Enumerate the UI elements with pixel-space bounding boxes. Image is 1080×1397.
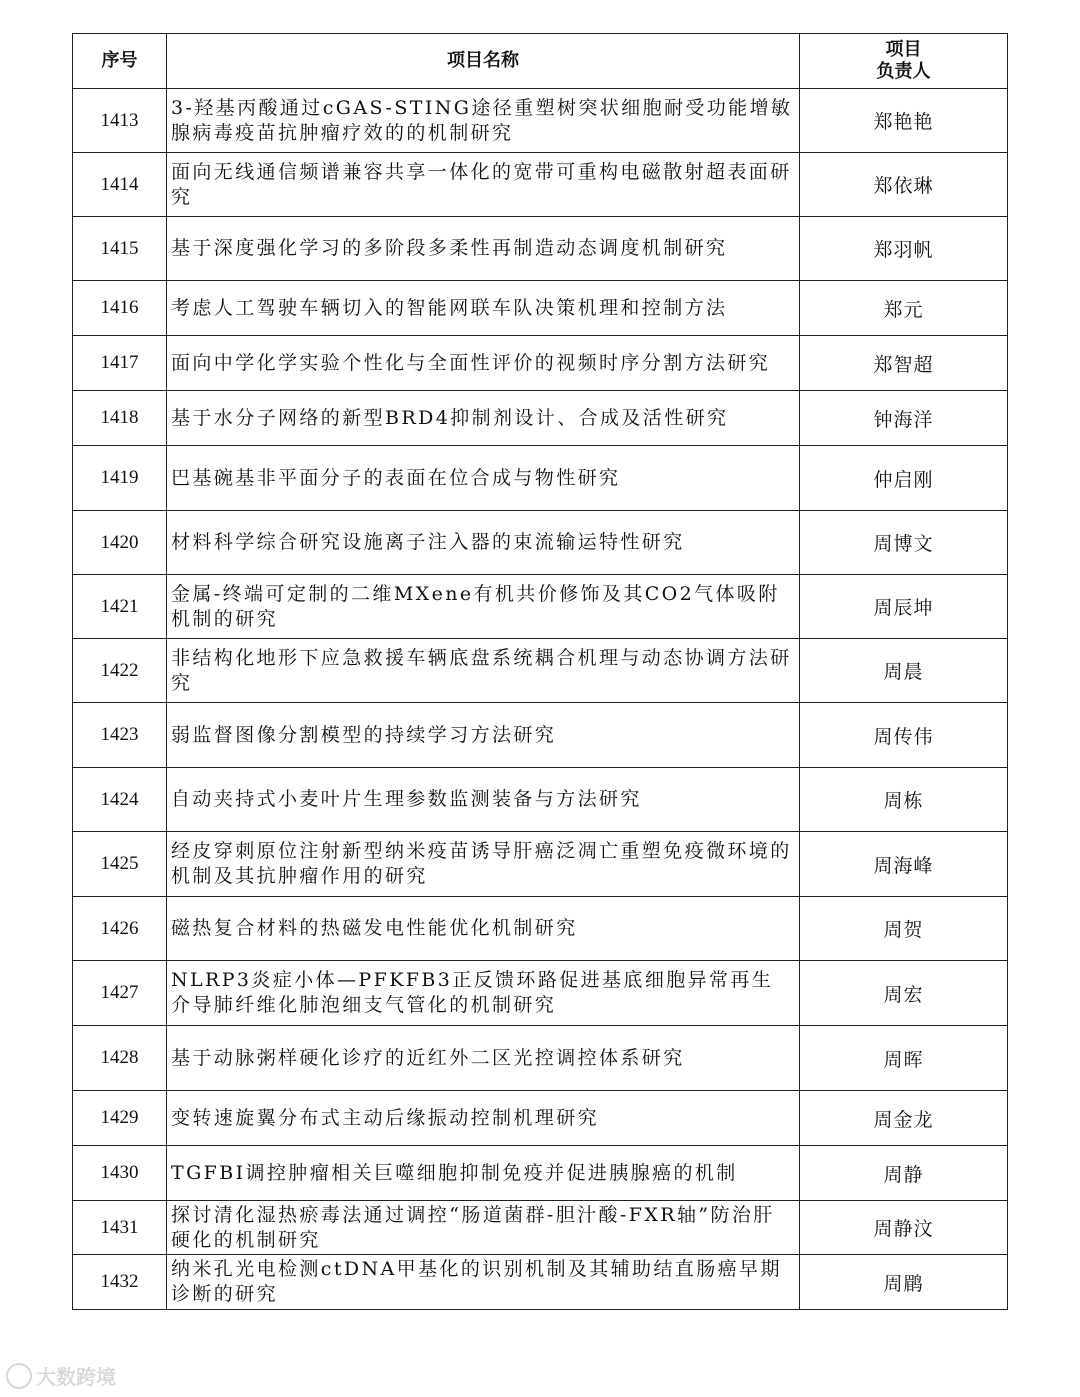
project-lead-cell: 周传伟: [800, 703, 1008, 768]
table-row: [73, 217, 1008, 281]
serial-number-cell: 1431: [73, 1201, 167, 1255]
project-name-cell: 探讨清化湿热瘀毒法通过调控“肠道菌群-胆汁酸-FXR轴”防治肝硬化的机制研究: [167, 1201, 800, 1255]
table-row: [73, 639, 1008, 703]
project-lead-cell: 郑元: [800, 281, 1008, 336]
serial-number-cell: 1420: [73, 511, 167, 575]
serial-number-cell: 1419: [73, 446, 167, 511]
header-project-lead: [800, 34, 1008, 89]
table-row: [73, 281, 1008, 336]
project-lead-cell: 周静: [800, 1146, 1008, 1201]
project-name-cell: 考虑人工驾驶车辆切入的智能网联车队决策机理和控制方法: [167, 281, 800, 336]
table-row: [73, 391, 1008, 446]
project-name-cell: 非结构化地形下应急救援车辆底盘系统耦合机理与动态协调方法研究: [167, 639, 800, 703]
serial-number-cell: 1428: [73, 1026, 167, 1091]
project-name-cell: 面向无线通信频谱兼容共享一体化的宽带可重构电磁散射超表面研究: [167, 153, 800, 217]
project-name-cell: NLRP3炎症小体—PFKFB3正反馈环路促进基底细胞异常再生介导肺纤维化肺泡细支气管化的机制研究: [167, 961, 800, 1026]
table-row: [73, 153, 1008, 217]
table-row: [73, 703, 1008, 768]
projects-table: [72, 33, 1008, 1310]
serial-number-cell: 1425: [73, 832, 167, 897]
project-lead-cell: 周金龙: [800, 1091, 1008, 1146]
table-row: [73, 768, 1008, 832]
watermark-logo-icon: [6, 1363, 32, 1389]
serial-number-cell: 1413: [73, 89, 167, 153]
serial-number-cell: 1414: [73, 153, 167, 217]
header-serial-number: 序号: [73, 34, 167, 89]
project-lead-cell: 周静汶: [800, 1201, 1008, 1255]
project-lead-cell: 郑羽帆: [800, 217, 1008, 281]
serial-number-cell: 1432: [73, 1255, 167, 1310]
project-name-cell: 经皮穿刺原位注射新型纳米疫苗诱导肝癌泛凋亡重塑免疫微环境的机制及其抗肿瘤作用的研究: [167, 832, 800, 897]
project-name-cell: 自动夹持式小麦叶片生理参数监测装备与方法研究: [167, 768, 800, 832]
serial-number-cell: 1416: [73, 281, 167, 336]
project-name-cell: 材料科学综合研究设施离子注入器的束流输运特性研究: [167, 511, 800, 575]
table-row: [73, 336, 1008, 391]
project-lead-cell: 周晨: [800, 639, 1008, 703]
table-row: [73, 89, 1008, 153]
project-name-cell: 纳米孔光电检测ctDNA甲基化的识别机制及其辅助结直肠癌早期诊断的研究: [167, 1255, 800, 1310]
project-name-cell: 基于深度强化学习的多阶段多柔性再制造动态调度机制研究: [167, 217, 800, 281]
project-lead-cell: 周海峰: [800, 832, 1008, 897]
project-name-cell: 磁热复合材料的热磁发电性能优化机制研究: [167, 897, 800, 961]
project-lead-cell: 周贺: [800, 897, 1008, 961]
project-lead-cell: 郑依琳: [800, 153, 1008, 217]
table-row: [73, 961, 1008, 1026]
project-lead-cell: 周宏: [800, 961, 1008, 1026]
table-row: [73, 897, 1008, 961]
serial-number-cell: 1427: [73, 961, 167, 1026]
serial-number-cell: 1424: [73, 768, 167, 832]
serial-number-cell: 1423: [73, 703, 167, 768]
header-project-name: 项目名称: [167, 34, 800, 89]
watermark-text: 大数跨境: [36, 1365, 116, 1389]
serial-number-cell: 1421: [73, 575, 167, 639]
header-project-lead-line2: 负责人: [876, 61, 931, 82]
table-row: [73, 511, 1008, 575]
project-lead-cell: 周鹛: [800, 1255, 1008, 1310]
project-name-cell: 基于水分子网络的新型BRD4抑制剂设计、合成及活性研究: [167, 391, 800, 446]
table-row: [73, 832, 1008, 897]
table-row: [73, 1201, 1008, 1255]
project-lead-cell: 周辰坤: [800, 575, 1008, 639]
project-lead-cell: 周晖: [800, 1026, 1008, 1091]
project-name-cell: 变转速旋翼分布式主动后缘振动控制机理研究: [167, 1091, 800, 1146]
table-row: [73, 1091, 1008, 1146]
project-lead-cell: 郑智超: [800, 336, 1008, 391]
project-name-cell: TGFBI调控肿瘤相关巨噬细胞抑制免疫并促进胰腺癌的机制: [167, 1146, 800, 1201]
project-name-cell: 金属-终端可定制的二维MXene有机共价修饰及其CO2气体吸附机制的研究: [167, 575, 800, 639]
table-row: [73, 446, 1008, 511]
serial-number-cell: 1426: [73, 897, 167, 961]
table-header-row: [73, 34, 1008, 89]
project-lead-cell: 仲启刚: [800, 446, 1008, 511]
watermark: [6, 1361, 116, 1390]
table-row: [73, 575, 1008, 639]
table-row: [73, 1255, 1008, 1310]
project-name-cell: 面向中学化学实验个性化与全面性评价的视频时序分割方法研究: [167, 336, 800, 391]
serial-number-cell: 1418: [73, 391, 167, 446]
project-lead-cell: 周博文: [800, 511, 1008, 575]
serial-number-cell: 1430: [73, 1146, 167, 1201]
project-lead-cell: 郑艳艳: [800, 89, 1008, 153]
project-name-cell: 基于动脉粥样硬化诊疗的近红外二区光控调控体系研究: [167, 1026, 800, 1091]
project-name-cell: 巴基碗基非平面分子的表面在位合成与物性研究: [167, 446, 800, 511]
project-name-cell: 弱监督图像分割模型的持续学习方法研究: [167, 703, 800, 768]
header-project-lead-line1: 项目: [885, 39, 922, 60]
serial-number-cell: 1422: [73, 639, 167, 703]
project-lead-cell: 周栋: [800, 768, 1008, 832]
table-row: [73, 1146, 1008, 1201]
serial-number-cell: 1415: [73, 217, 167, 281]
project-lead-cell: 钟海洋: [800, 391, 1008, 446]
project-name-cell: 3-羟基丙酸通过cGAS-STING途径重塑树突状细胞耐受功能增敏腺病毒疫苗抗肿瘤疗效的的机制研究: [167, 89, 800, 153]
serial-number-cell: 1417: [73, 336, 167, 391]
serial-number-cell: 1429: [73, 1091, 167, 1146]
table-row: [73, 1026, 1008, 1091]
